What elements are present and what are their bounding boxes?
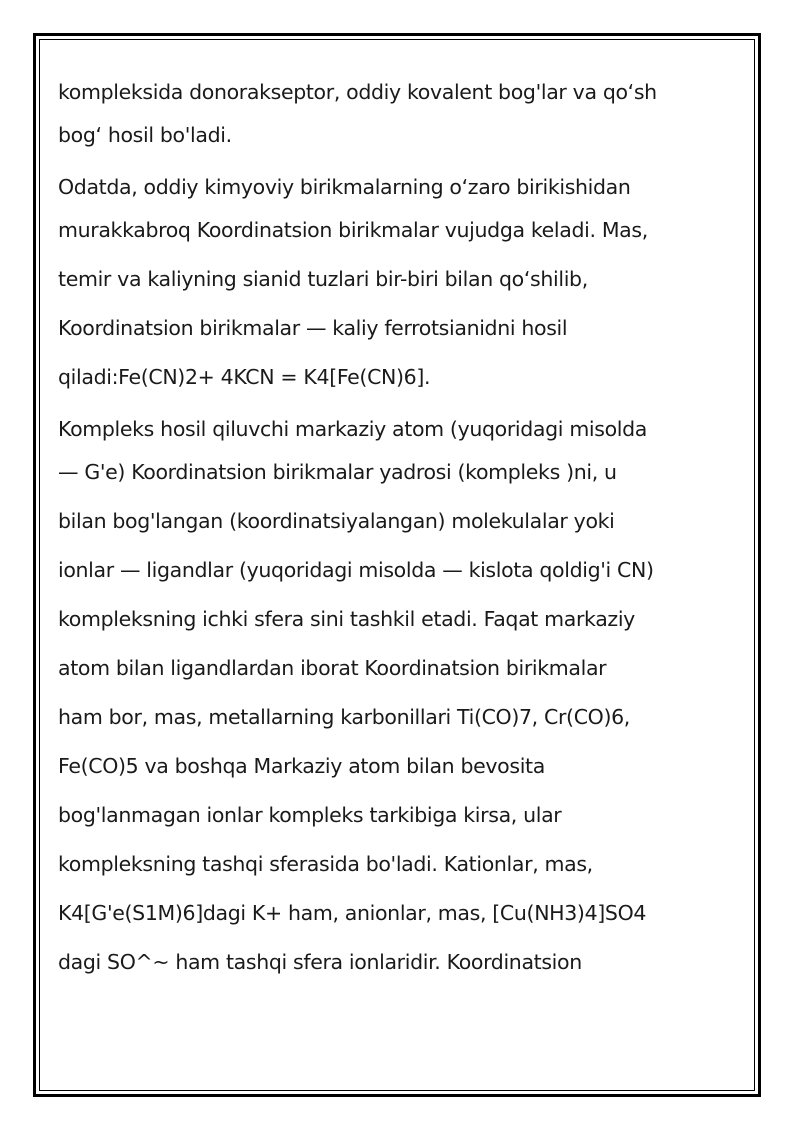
paragraph-2 (58, 168, 748, 402)
text-line: bilan bog'langan (koordinatsiyalangan) molekulalar yoki (58, 509, 615, 533)
text-line: ham bor, mas, metallarning karbonillari Ti(CO)7, Cr(CO)6, (58, 705, 630, 729)
paragraph-3 (58, 410, 748, 987)
text-line: Odatda, oddiy kimyoviy birikmalarning o‘zaro birikishidan (58, 175, 631, 199)
text-line: atom bilan ligandlardan iborat Koordinatsion birikmalar (58, 656, 607, 680)
text-line: — G'e) Koordinatsion birikmalar yadrosi (kompleks )ni, u (58, 460, 617, 484)
paragraph-1 (58, 73, 748, 160)
text-line: kompleksning ichki sfera sini tashkil etadi. Faqat markaziy (58, 607, 635, 631)
text-line: Koordinatsion birikmalar — kaliy ferrotsianidni hosil (58, 316, 568, 340)
text-line: Fe(CO)5 va boshqa Markaziy atom bilan bevosita (58, 754, 545, 778)
text-line: K4[G'e(S1M)6]dagi K+ ham, anionlar, mas, [Cu(NH3)4]SO4 (58, 901, 647, 925)
text-line: ionlar — ligandlar (yuqoridagi misolda — kislota qoldig'i CN) (58, 558, 654, 582)
text-line: bog‘ hosil bo'ladi. (58, 123, 232, 147)
text-line: Kompleks hosil qiluvchi markaziy atom (yuqoridagi misolda (58, 417, 648, 441)
text-line: kompleksning tashqi sferasida bo'ladi. Kationlar, mas, (58, 852, 593, 876)
text-line: qiladi:Fe(CN)2+ 4KCN = K4[Fe(CN)6]. (58, 365, 431, 389)
text-line: temir va kaliyning sianid tuzlari bir-biri bilan qo‘shilib, (58, 267, 588, 291)
document-body (58, 73, 748, 995)
text-line: dagi SO^~ ham tashqi sfera ionlaridir. Koordinatsion (58, 950, 582, 974)
text-line: kompleksida donorakseptor, oddiy kovalent bog'lar va qo‘sh (58, 80, 657, 104)
text-line: murakkabroq Koordinatsion birikmalar vujudga keladi. Mas, (58, 218, 648, 242)
text-line: bog'lanmagan ionlar kompleks tarkibiga kirsa, ular (58, 803, 562, 827)
